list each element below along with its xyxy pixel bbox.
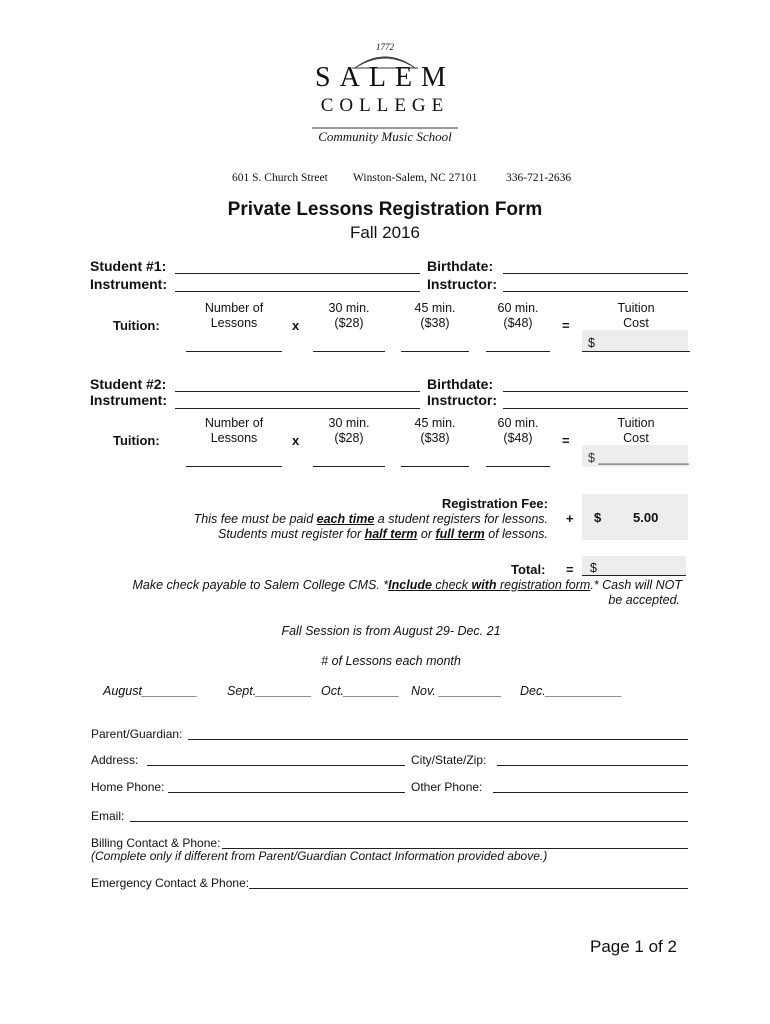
opt45-2-field[interactable]: [401, 466, 469, 467]
address-street: 601 S. Church Street: [232, 172, 328, 184]
note-text: registration form: [496, 578, 591, 592]
note-emphasis: Include: [388, 578, 432, 592]
opt30-2-field[interactable]: [313, 466, 385, 467]
header-line: 60 min.: [497, 301, 539, 315]
opt60-2-field[interactable]: [486, 466, 550, 467]
lessons-per-month-label: # of Lessons each month: [321, 654, 461, 668]
tuition-2-label: Tuition:: [113, 433, 160, 448]
city-label: City/State/Zip:: [411, 753, 487, 767]
city-field[interactable]: [497, 765, 688, 766]
dollar-sign: $: [588, 336, 595, 350]
equals-sign: =: [562, 318, 570, 333]
header-line: Cost: [623, 431, 649, 445]
note-text: of lessons.: [484, 527, 548, 541]
note-emphasis: full term: [435, 527, 485, 541]
instructor-1-label: Instructor:: [427, 276, 497, 292]
instrument-1-field[interactable]: [175, 291, 420, 292]
opt30-1-header: [313, 301, 385, 331]
multiply-sign: x: [292, 318, 300, 333]
total-label: Total:: [511, 562, 546, 577]
emergency-label: Emergency Contact & Phone:: [91, 876, 250, 890]
month-december-field[interactable]: Dec.___________: [520, 684, 623, 698]
logo-subtitle: Community Music School: [318, 129, 452, 144]
opt60-1-field[interactable]: [486, 351, 550, 352]
header-line: Tuition: [617, 416, 655, 430]
instrument-2-field[interactable]: [175, 408, 420, 409]
instructor-2-field[interactable]: [503, 408, 688, 409]
instrument-2-label: Instrument:: [90, 392, 167, 408]
opt60-2-header: [486, 416, 550, 446]
logo-college: COLLEGE: [320, 95, 450, 116]
num-lessons-1-field[interactable]: [186, 351, 282, 352]
total-field[interactable]: [582, 556, 686, 576]
header-line: ($48): [503, 431, 533, 445]
address-label: Address:: [91, 753, 139, 767]
total-dollar-sign: $: [590, 561, 597, 575]
opt45-1-header: [401, 301, 469, 331]
num-lessons-2-header: [186, 416, 282, 446]
note-emphasis: each time: [316, 512, 375, 526]
address-phone: 336-721-2636: [506, 172, 572, 184]
student-1-name-field[interactable]: [175, 273, 420, 274]
header-line: Lessons: [210, 316, 258, 330]
registration-note-1: [150, 512, 548, 526]
month-september-field[interactable]: Sept.________: [227, 684, 312, 698]
session-dates: Fall Session is from August 29- Dec. 21: [281, 624, 501, 638]
header-line: Lessons: [210, 431, 258, 445]
student-1-label: Student #1:: [90, 258, 167, 274]
address-field[interactable]: [147, 765, 405, 766]
header-line: 45 min.: [414, 301, 456, 315]
page-number: Page 1 of 2: [590, 937, 677, 956]
month-november-field[interactable]: Nov. _________: [411, 684, 502, 698]
header-line: ($28): [334, 431, 364, 445]
opt60-1-header: [486, 301, 550, 331]
total-underline: [582, 575, 686, 576]
header-line: 60 min.: [497, 416, 539, 430]
birthdate-1-field[interactable]: [503, 273, 688, 274]
check-note-2: be accepted.: [608, 593, 680, 607]
birthdate-2-label: Birthdate:: [427, 376, 494, 392]
note-text: a student registers for lessons.: [374, 512, 548, 526]
registration-note-2: [150, 527, 548, 541]
logo-year: 1772: [376, 42, 394, 52]
header-line: Cost: [623, 316, 649, 330]
header-line: ($38): [420, 316, 450, 330]
instrument-1-label: Instrument:: [90, 276, 167, 292]
opt30-2-header: [313, 416, 385, 446]
parent-label: Parent/Guardian:: [91, 727, 183, 741]
other-phone-label: Other Phone:: [411, 780, 483, 794]
tuition-cost-2-header: [590, 416, 682, 446]
header-line: Number of: [204, 416, 264, 430]
header-line: 30 min.: [328, 301, 370, 315]
note-text: or: [417, 527, 436, 541]
tuition-cost-1-underline: [582, 351, 690, 352]
month-october-field[interactable]: Oct.________: [321, 684, 400, 698]
header-line: ($38): [420, 431, 450, 445]
registration-fee-label: Registration Fee:: [441, 496, 548, 511]
num-lessons-1-header: [186, 301, 282, 331]
student-2-name-field[interactable]: [175, 391, 420, 392]
home-phone-field[interactable]: [168, 792, 405, 793]
billing-note: (Complete only if different from Parent/Guardian Contact Information provided above.): [91, 849, 548, 863]
other-phone-field[interactable]: [493, 792, 688, 793]
check-note: [100, 578, 682, 592]
header-line: 30 min.: [328, 416, 370, 430]
note-text: .* Cash will NOT: [590, 578, 682, 592]
note-text: check: [431, 578, 472, 592]
emergency-field[interactable]: [249, 888, 688, 889]
month-august-field[interactable]: August________: [103, 684, 198, 698]
form-term: Fall 2016: [350, 223, 420, 242]
plus-sign: +: [566, 511, 574, 526]
tuition-cost-1-field[interactable]: [582, 330, 688, 352]
student-2-label: Student #2:: [90, 376, 167, 392]
header-line: ($28): [334, 316, 364, 330]
tuition-cost-1-header: [590, 301, 682, 331]
birthdate-1-label: Birthdate:: [427, 258, 494, 274]
logo-salem: SALEM: [315, 62, 455, 93]
equals-sign: =: [566, 562, 574, 577]
fee-dollar-sign: $: [594, 510, 602, 525]
opt45-2-header: [401, 416, 469, 446]
opt45-1-field[interactable]: [401, 351, 469, 352]
birthdate-2-field[interactable]: [503, 391, 688, 392]
opt30-1-field[interactable]: [313, 351, 385, 352]
multiply-sign: x: [292, 433, 300, 448]
tuition-1-label: Tuition:: [113, 318, 160, 333]
note-emphasis: with: [471, 578, 497, 592]
note-text: This fee must be paid: [193, 512, 317, 526]
instructor-2-label: Instructor:: [427, 392, 497, 408]
parent-field[interactable]: [188, 739, 688, 740]
header-line: 45 min.: [414, 416, 456, 430]
form-title: Private Lessons Registration Form: [227, 199, 543, 220]
header-line: Tuition: [617, 301, 655, 315]
header-line: Number of: [204, 301, 264, 315]
email-field[interactable]: [130, 821, 688, 822]
billing-label: Billing Contact & Phone:: [91, 836, 221, 850]
dollar-sign: $ _____________: [588, 451, 689, 465]
note-text: Students must register for: [218, 527, 365, 541]
note-text: Make check payable to Salem College CMS. *: [132, 578, 389, 592]
header-line: ($48): [503, 316, 533, 330]
note-emphasis: half term: [364, 527, 418, 541]
instructor-1-field[interactable]: [503, 291, 688, 292]
fee-amount: 5.00: [633, 510, 659, 525]
address-city: Winston-Salem, NC 27101: [353, 172, 478, 184]
home-phone-label: Home Phone:: [91, 780, 165, 794]
email-label: Email:: [91, 809, 125, 823]
num-lessons-2-field[interactable]: [186, 466, 282, 467]
equals-sign: =: [562, 433, 570, 448]
